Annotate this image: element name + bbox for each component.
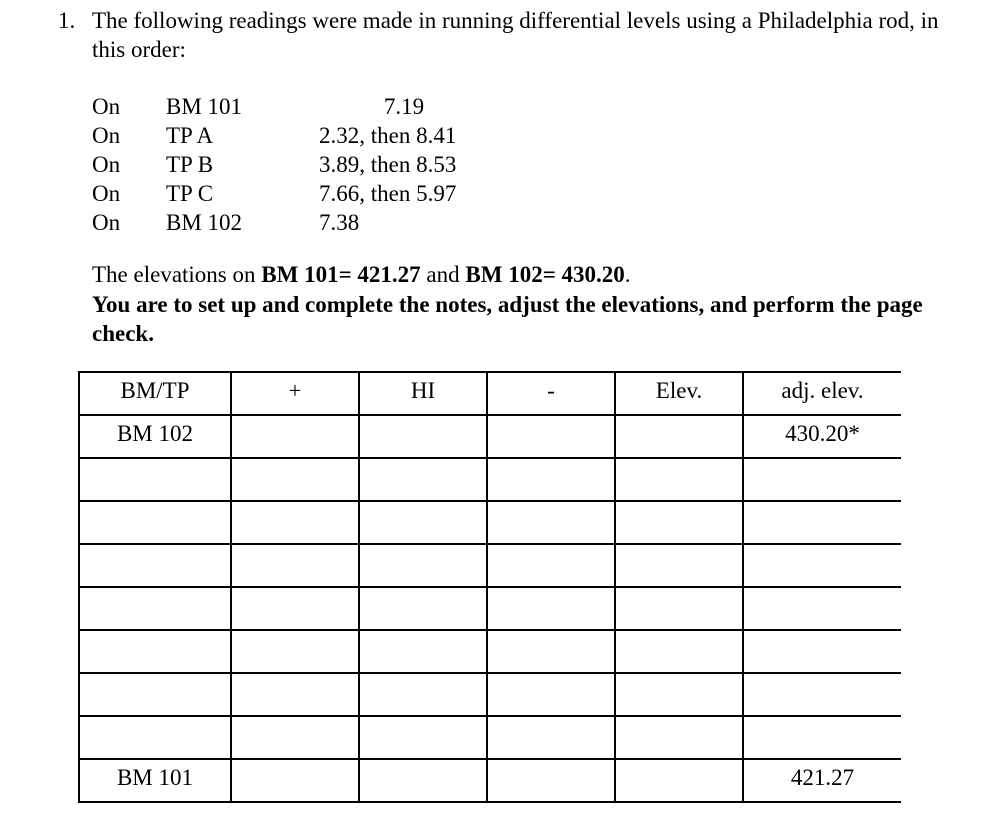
cell-adj-elev[interactable] [743,673,901,716]
header-bm-tp: BM/TP [79,372,231,415]
cell-bm-tp[interactable] [79,673,231,716]
cell-adj-elev[interactable]: 430.20* [743,415,901,458]
table-row [79,630,901,673]
reading-point: BM 102 [166,210,243,235]
table-row [79,587,901,630]
cell-adj-elev[interactable] [743,630,901,673]
cell-elev[interactable] [615,759,743,802]
table-row [79,544,901,587]
reading-on: On [92,123,121,148]
bm101-elevation: BM 101= 421.27 [261,262,421,287]
cell-bm-tp[interactable] [79,587,231,630]
header-hi: HI [359,372,487,415]
table-row [79,716,901,759]
cell-minus[interactable] [487,501,615,544]
cell-elev[interactable] [615,458,743,501]
cell-hi[interactable] [359,716,487,759]
instructions: You are to set up and complete the notes, adjust the elevations, and perform the page check. [92,292,923,346]
cell-minus[interactable] [487,458,615,501]
table-row [79,759,901,802]
cell-adj-elev[interactable] [743,501,901,544]
cell-adj-elev[interactable] [743,716,901,759]
cell-elev[interactable] [615,501,743,544]
header-minus: - [487,372,615,415]
cell-hi[interactable] [359,759,487,802]
table-row [79,415,901,458]
cell-bm-tp[interactable]: BM 101 [79,759,231,802]
reading-on: On [92,181,121,206]
reading-point: TP C [166,181,214,206]
cell-bm-tp[interactable] [79,544,231,587]
reading-value: 7.66, then 5.97 [319,181,457,206]
reading-on: On [92,94,121,119]
cell-hi[interactable] [359,415,487,458]
cell-minus[interactable] [487,673,615,716]
cell-plus[interactable] [231,587,359,630]
cell-elev[interactable] [615,415,743,458]
cell-bm-tp[interactable] [79,458,231,501]
table-row [79,458,901,501]
cell-elev[interactable] [615,587,743,630]
cell-minus[interactable] [487,759,615,802]
reading-value: 7.19 [383,94,425,119]
cell-minus[interactable] [487,716,615,759]
cell-plus[interactable] [231,544,359,587]
cell-plus[interactable] [231,759,359,802]
elevations-statement [92,260,631,289]
elevations-prefix: The elevations on [92,262,262,287]
reading-point: TP B [166,152,214,177]
elevations-suffix: . [624,262,631,287]
cell-hi[interactable] [359,501,487,544]
table-row [79,673,901,716]
reading-on: On [92,152,121,177]
cell-plus[interactable] [231,716,359,759]
cell-plus[interactable] [231,673,359,716]
cell-hi[interactable] [359,544,487,587]
reading-point: BM 101 [166,94,243,119]
cell-minus[interactable] [487,415,615,458]
reading-on: On [92,210,121,235]
cell-bm-tp[interactable]: BM 102 [79,415,231,458]
cell-minus[interactable] [487,587,615,630]
table-header-row [79,372,901,415]
table-row [79,501,901,544]
cell-bm-tp[interactable] [79,501,231,544]
cell-minus[interactable] [487,544,615,587]
cell-adj-elev[interactable] [743,544,901,587]
cell-plus[interactable] [231,458,359,501]
cell-plus[interactable] [231,415,359,458]
cell-elev[interactable] [615,630,743,673]
cell-elev[interactable] [615,673,743,716]
reading-point: TP A [166,123,214,148]
cell-bm-tp[interactable] [79,716,231,759]
reading-value: 7.38 [319,210,360,235]
header-plus: + [231,372,359,415]
question-number: 1. [58,8,76,33]
cell-plus[interactable] [231,630,359,673]
question-text: The following readings were made in running differential levels using a Philadelphia rod, in this order: [92,8,939,62]
cell-hi[interactable] [359,458,487,501]
header-elev: Elev. [615,372,743,415]
header-adj-elev: adj. elev. [743,372,901,415]
elevations-middle: and [420,262,466,287]
cell-hi[interactable] [359,630,487,673]
cell-hi[interactable] [359,673,487,716]
bm102-elevation: BM 102= 430.20 [465,262,625,287]
cell-minus[interactable] [487,630,615,673]
cell-adj-elev[interactable]: 421.27 [743,759,901,802]
reading-value: 3.89, then 8.53 [319,152,457,177]
cell-elev[interactable] [615,716,743,759]
level-notes-table [78,371,901,803]
reading-value: 2.32, then 8.41 [319,123,457,148]
cell-hi[interactable] [359,587,487,630]
cell-bm-tp[interactable] [79,630,231,673]
cell-elev[interactable] [615,544,743,587]
cell-adj-elev[interactable] [743,587,901,630]
cell-adj-elev[interactable] [743,458,901,501]
cell-plus[interactable] [231,501,359,544]
